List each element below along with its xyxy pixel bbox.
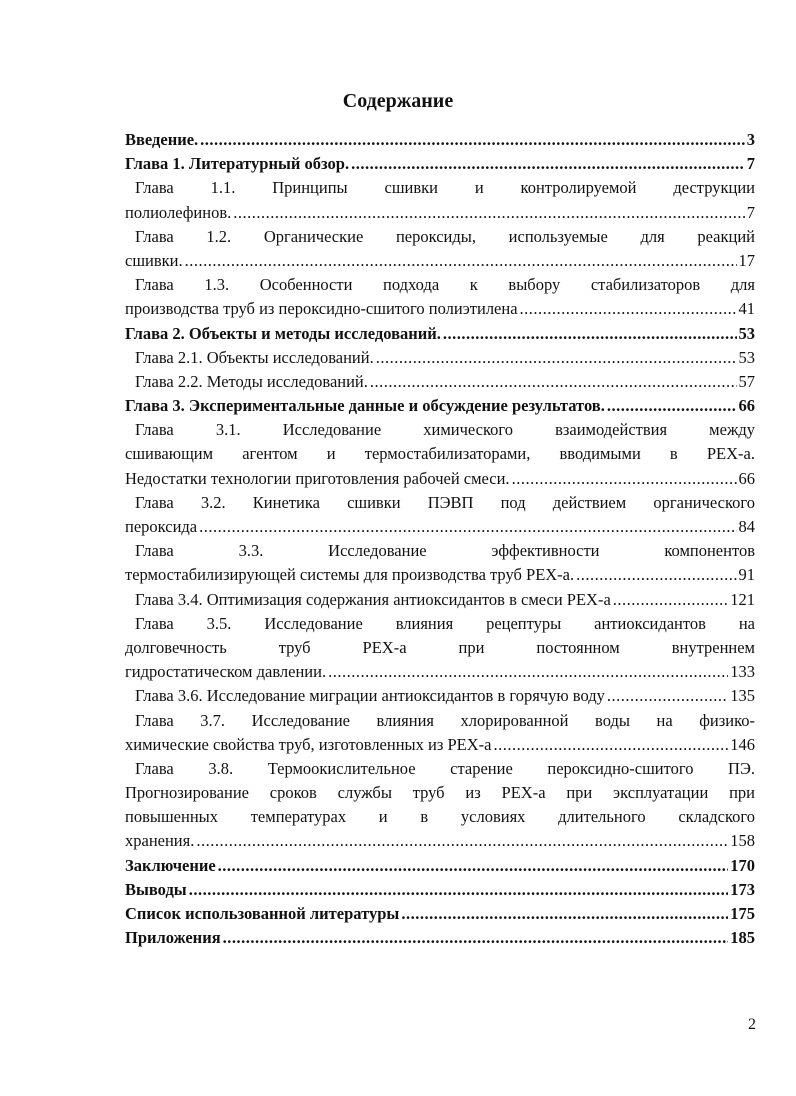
toc-entry-findings [125,878,755,902]
toc-entry-text: Глава 1. Литературный обзор. [125,154,350,174]
toc-leader-dots [493,733,728,757]
toc-entry-page: 41 [738,299,755,319]
toc-entry-text: Приложения [125,928,221,948]
toc-entry-page: 17 [738,250,755,270]
toc-entry-text: пероксида [125,517,198,536]
toc-entry-page: 84 [738,517,755,536]
toc-leader-dots [189,878,729,902]
toc-entry-references [125,902,755,926]
toc-entry-page: 158 [730,831,755,851]
toc-leader-dots [607,684,728,708]
toc-entry-text: производства труб из пероксидно-сшитого полиэтилена [125,299,518,319]
toc-entry-page: 7 [746,154,755,174]
toc-entry-text: Введение. [125,130,199,149]
toc-entry-3-4 [125,588,755,612]
toc-entry-text: Глава 2.1. Объекты исследований. [135,347,374,367]
toc-entry-1-2-cont [125,249,755,273]
toc-entry-3-2: Глава 3.2. Кинетика сшивки ПЭВП под действием органического [135,492,755,512]
toc-entry-text: Глава 2.2. Методы исследований. [135,371,368,391]
toc-entry-text: Заключение [125,855,216,875]
toc-entry-text: гидростатическом давлении. [125,662,327,682]
toc-entry-3-8-end [125,829,755,853]
toc-entry-page: 173 [730,879,755,899]
toc-leader-dots [185,249,737,273]
toc-entry-1-3-cont [125,297,755,321]
toc-entry-3-7: Глава 3.7. Исследование влияния хлорированной воды на физико- [135,710,755,730]
toc-entry-3-8-cont2: повышенных температурах и в условиях длительного складского [125,807,755,827]
toc-entry-page: 66 [738,396,755,416]
toc-leader-dots [351,152,745,176]
toc-entry-3-2-cont [125,515,755,539]
toc-entry-text: сшивки. [125,250,183,270]
page-number: 2 [748,1016,756,1033]
toc-entry-3-3-cont [125,563,755,587]
toc-entry-2-2 [125,370,755,394]
toc-entry-3-7-cont [125,733,755,757]
toc-entry-conclusion [125,854,755,878]
toc-leader-dots [512,467,737,491]
toc-entry-introduction [125,128,755,152]
toc-entry-text: Глава 3.4. Оптимизация содержания антиоксидантов в смеси РЕХ-а [135,589,611,609]
toc-entry-text: химические свойства труб, изготовленных из РЕХ-а [125,734,492,754]
toc-entry-text: Выводы [125,879,187,899]
toc-entry-page: 53 [738,323,755,343]
toc-entry-page: 3 [746,130,755,149]
toc-leader-dots [401,902,728,926]
toc-entry-1-1: Глава 1.1. Принципы сшивки и контролируемой деструкции [135,178,755,198]
toc-entry-page: 133 [730,662,755,682]
toc-entry-3-1: Глава 3.1. Исследование химического взаимодействия между [135,420,755,440]
toc-entry-text: Недостатки технологии приготовления рабочей смеси. [125,468,510,488]
toc-entry-3-5: Глава 3.5. Исследование влияния рецептуры антиоксидантов на [135,613,755,633]
toc-entry-1-1-cont [125,201,755,225]
toc-entry-3-8: Глава 3.8. Термоокислительное старение пероксидно-сшитого ПЭ. [135,758,755,778]
toc-leader-dots [576,563,736,587]
toc-leader-dots [200,128,745,152]
toc-entry-3-8-cont: Прогнозирование сроков службы труб из РЕХ-а при эксплуатации при [125,783,755,803]
toc-entry-3-1-end [125,467,755,491]
toc-leader-dots [443,322,737,346]
toc-entry-text: Глава 3. Экспериментальные данные и обсуждение результатов. [125,396,605,416]
toc-entry-text: Глава 2. Объекты и методы исследований. [125,323,441,343]
table-of-contents [125,128,755,950]
toc-entry-page: 53 [738,347,755,367]
toc-leader-dots [613,588,728,612]
toc-entry-chapter-2 [125,322,755,346]
toc-entry-3-6 [125,684,755,708]
toc-entry-text: полиолефинов. [125,202,232,222]
toc-entry-page: 121 [730,589,755,609]
toc-leader-dots [199,515,736,539]
toc-leader-dots [223,926,729,950]
toc-entry-1-2: Глава 1.2. Органические пероксиды, используемые для реакций [135,226,755,246]
toc-entry-2-1 [125,346,755,370]
toc-entry-chapter-3 [125,394,755,418]
toc-leader-dots [520,297,737,321]
toc-entry-page: 91 [738,565,755,585]
toc-entry-page: 66 [738,468,755,488]
page-title: Содержание [342,90,454,112]
toc-entry-page: 57 [738,371,755,391]
toc-entry-appendices [125,926,755,950]
toc-entry-3-5-cont: долговечность труб РЕХ-а при постоянном внутреннем [125,637,755,657]
toc-entry-3-1-cont: сшивающим агентом и термостабилизаторами, вводимыми в РЕХ-а. [125,444,755,464]
toc-leader-dots [328,660,728,684]
toc-entry-page: 7 [746,202,755,222]
toc-leader-dots [376,346,737,370]
toc-entry-text: хранения. [125,831,195,851]
toc-entry-page: 185 [730,928,755,948]
toc-entry-3-3: Глава 3.3. Исследование эффективности компонентов [135,541,755,561]
toc-entry-page: 175 [730,904,755,923]
toc-entry-text: термостабилизирующей системы для производства труб РЕХ-а. [125,565,575,585]
toc-entry-chapter-1 [125,152,755,176]
toc-leader-dots [607,394,737,418]
toc-entry-page: 170 [730,855,755,875]
toc-leader-dots [218,854,729,878]
toc-entry-1-3: Глава 1.3. Особенности подхода к выбору стабилизаторов для [135,275,755,295]
toc-entry-page: 146 [730,734,755,754]
toc-entry-3-5-end [125,660,755,684]
toc-entry-page: 135 [730,686,755,706]
toc-entry-text: Глава 3.6. Исследование миграции антиоксидантов в горячую воду [135,686,605,706]
toc-leader-dots [370,370,737,394]
toc-leader-dots [233,201,745,225]
toc-entry-text: Список использованной литературы [125,904,400,923]
toc-leader-dots [196,829,728,853]
